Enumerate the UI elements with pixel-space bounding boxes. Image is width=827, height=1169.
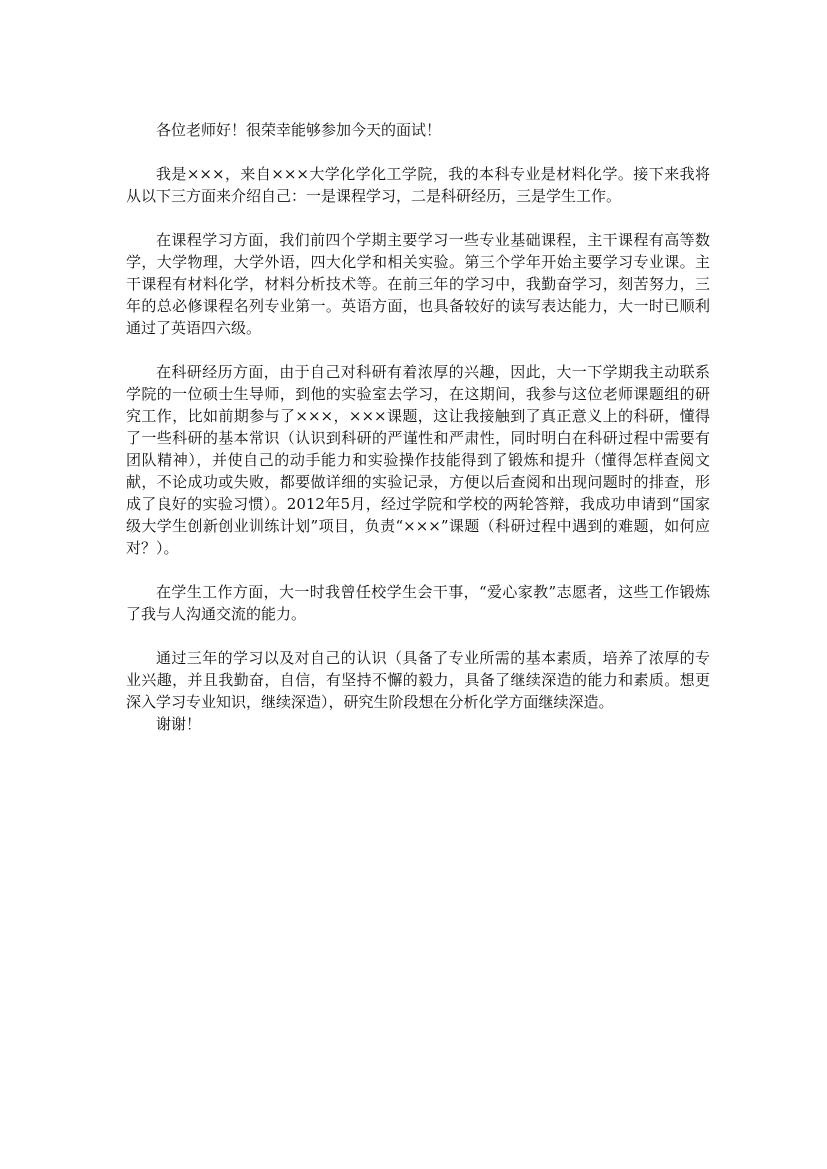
greeting-paragraph: 各位老师好！很荣幸能够参加今天的面试！ bbox=[156, 121, 442, 139]
coursework-paragraph: 在课程学习方面，我们前四个学期主要学习一些专业基础课程，主干课程有高等数学，大学物理，大学外语，四大化学和相关实验。第三个学年开始主要学习专业课。主干课程有材料化学，材料分析技术等。在前三年的学习中，我勤奋学习，刻苦努力，三年的总必修课程名列专业第一。英语方面，也具备较好的读写表达能力，大一时已顺利通过了英语四六级。 bbox=[126, 231, 710, 337]
thanks-paragraph: 谢谢！ bbox=[156, 715, 202, 733]
student-work-paragraph: 在学生工作方面，大一时我曾任校学生会干事，“爱心家教”志愿者，这些工作锻炼了我与人沟通交流的能力。 bbox=[126, 583, 710, 623]
document-body bbox=[126, 119, 710, 735]
research-paragraph: 在科研经历方面，由于自己对科研有着浓厚的兴趣，因此，大一下学期我主动联系学院的一位硕士生导师，到他的实验室去学习，在这期间，我参与这位老师课题组的研究工作，比如前期参与了×××，×××课题，这让我接触到了真正意义上的科研，懂得了一些科研的基本常识（认识到科研的严谨性和严肃性，同时明白在科研过程中需要有团队精神），并使自己的动手能力和实验操作技能得到了锻炼和提升（懂得怎样查阅文献，不论成功或失败，都要做详细的实验记录，方便以后查阅和出现问题时的排查，形成了良好的实验习惯）。2012年5月，经过学院和学校的两轮答辩，我成功申请到“国家级大学生创新创业训练计划”项目，负责“×××”课题（科研过程中遇到的难题，如何应对？）。 bbox=[126, 363, 710, 557]
introduction-paragraph: 我是×××，来自×××大学化学化工学院，我的本科专业是材料化学。接下来我将从以下三方面来介绍自己：一是课程学习，二是科研经历，三是学生工作。 bbox=[126, 165, 710, 205]
conclusion-paragraph: 通过三年的学习以及对自己的认识（具备了专业所需的基本素质，培养了浓厚的专业兴趣，并且我勤奋，自信，有坚持不懈的毅力，具备了继续深造的能力和素质。想更深入学习专业知识，继续深造），研究生阶段想在分析化学方面继续深造。 bbox=[126, 649, 710, 711]
